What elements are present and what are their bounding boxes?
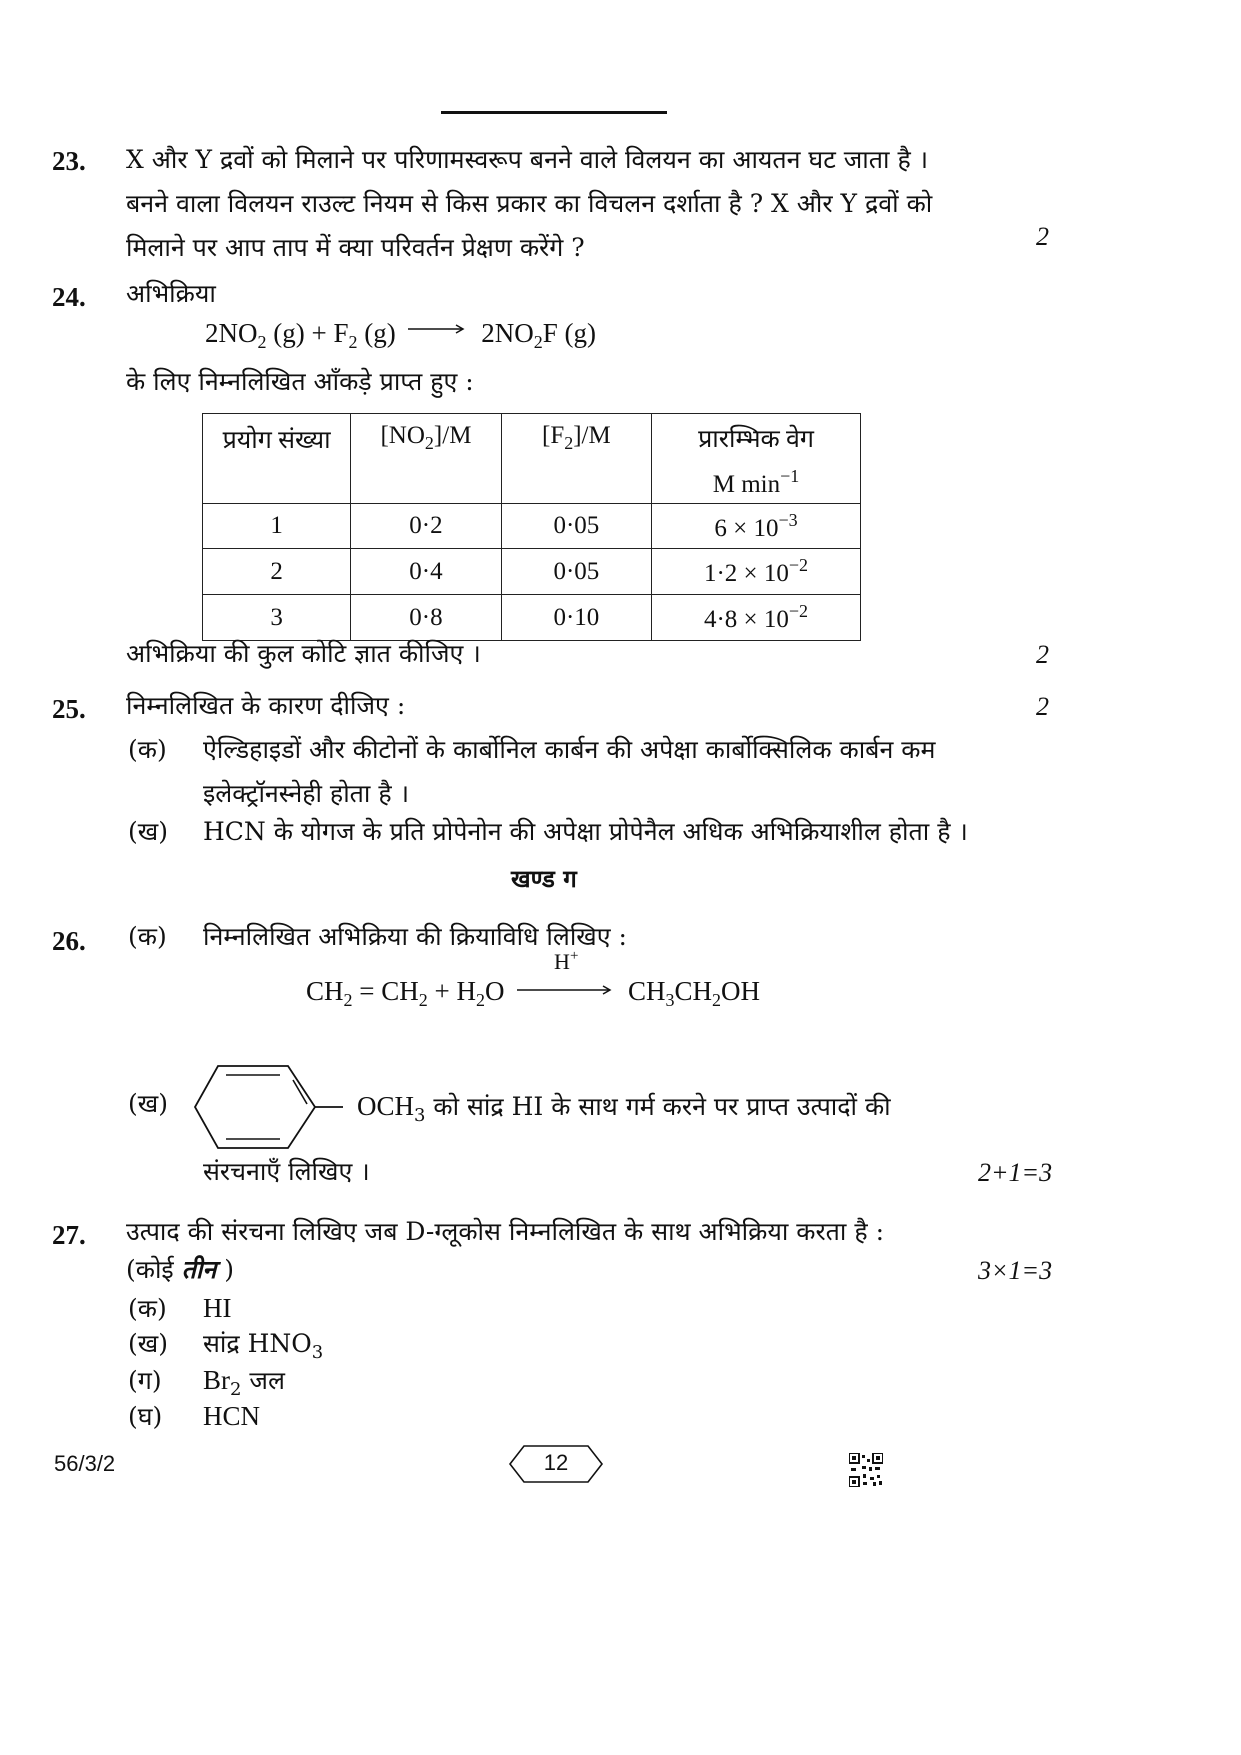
q27-item-a: (क) HI [128,1293,232,1323]
q26-b-line-2: संरचनाएँ लिखिए । [203,1157,370,1186]
q26-equation: $CH_2 = CH_2 + H_2O$ H+ $CH_3CH_2OH$ [306,948,761,1010]
reaction-arrow [408,311,468,342]
q25-number: 25. [52,694,86,724]
q25-a-label: (क) [128,735,167,764]
q25-a-text: ऐल्डिहाइडों और कीटोनों के कार्बोनिल कार्बन की अपेक्षा कार्बोक्सिलिक कार्बन कम इलेक्ट्रॉनस्नेही होता है । [203,735,936,808]
q27-emphasis: तीन [181,1255,217,1284]
q24-marks: 2 [1036,640,1049,669]
q23-line-2: बनने वाला विलयन राउल्ट नियम से किस प्रकार का विचलन दर्शाता है ? X और Y द्रवों को [126,189,933,218]
q25-b-label: (ख) [128,817,168,846]
qr-code-icon [849,1453,883,1487]
q26-b-label: (ख) [128,1089,168,1118]
catalysed-arrow: H+ [517,976,615,1007]
q27-item-c: (ग) $Br_2$ जल [128,1365,285,1400]
page-number-badge [508,1444,604,1484]
q23-number: 23. [52,146,86,176]
q23-line-1: X और Y द्रवों को मिलाने पर परिणामस्वरूप बनने वाले विलयन का आयतन घट जाता है । [126,145,929,174]
header-no2: $[NO_2]/M$ [351,414,502,504]
q24-question: अभिक्रिया की कुल कोटि ज्ञात कीजिए । [126,639,481,668]
q24-data-line: के लिए निम्नलिखित आँकड़े प्राप्त हुए : [126,367,474,396]
q27-number: 27. [52,1220,86,1250]
q26-a-text: निम्नलिखित अभिक्रिया की क्रियाविधि लिखिए : [203,922,627,951]
q26-marks: 2+1=3 [978,1158,1053,1187]
benzene-ring-structure [193,1062,353,1152]
q26-a-label: (क) [128,922,167,951]
q23-marks: 2 [1036,222,1049,251]
q27-any-three: (कोई तीन ) [126,1255,234,1284]
q23-line-3: मिलाने पर आप ताप में क्या परिवर्तन प्रेक्षण करेंगे ? [126,233,585,262]
header-rate: प्रारम्भिक वेग M $\min^{-1}$ [652,414,861,504]
top-rule [441,111,667,114]
rate-data-table [202,413,861,641]
header-f2: $[F_2]/M$ [501,414,651,504]
paper-code: 56/3/2 [54,1451,116,1476]
q27-line-1: उत्पाद की संरचना लिखिए जब D-ग्लूकोस निम्नलिखित के साथ अभिक्रिया करता है : [126,1217,884,1246]
q24-equation: $2NO_2$ $(g) + F_2$ (g) $2NO_2F$ (g) [205,318,596,353]
table-row: 3 0·8 0·10 $4\cdot 8 \times 10^{-2}$ [203,595,861,641]
q25-intro: निम्नलिखित के कारण दीजिए : [126,691,406,720]
q24-number: 24. [52,282,86,312]
page-number: 12 [543,1450,569,1475]
header-exp: प्रयोग संख्या [203,414,351,504]
q25-marks: 2 [1036,692,1049,721]
section-heading: खण्ड ग [511,864,577,893]
q26-b-text: $OCH_3$ को सांद्र HI के साथ गर्म करने पर प्राप्त उत्पादों की [357,1091,891,1126]
table-row: 1 0·2 0·05 $6 \times 10^{-3}$ [203,504,861,549]
q23-text [126,138,1006,270]
q27-item-b: (ख) सांद्र $HNO_3$ [128,1329,324,1363]
q26-number: 26. [52,926,86,956]
table-header-row [203,414,861,504]
q27-marks: 3×1=3 [978,1256,1053,1285]
q25-b-text: HCN के योगज के प्रति प्रोपेनोन की अपेक्षा प्रोपेनैल अधिक अभिक्रियाशील होता है । [203,817,968,846]
q24-intro: अभिक्रिया [126,279,216,308]
q27-item-d: (घ) HCN [128,1401,261,1431]
table-row: 2 0·4 0·05 $1\cdot 2 \times 10^{-2}$ [203,549,861,595]
